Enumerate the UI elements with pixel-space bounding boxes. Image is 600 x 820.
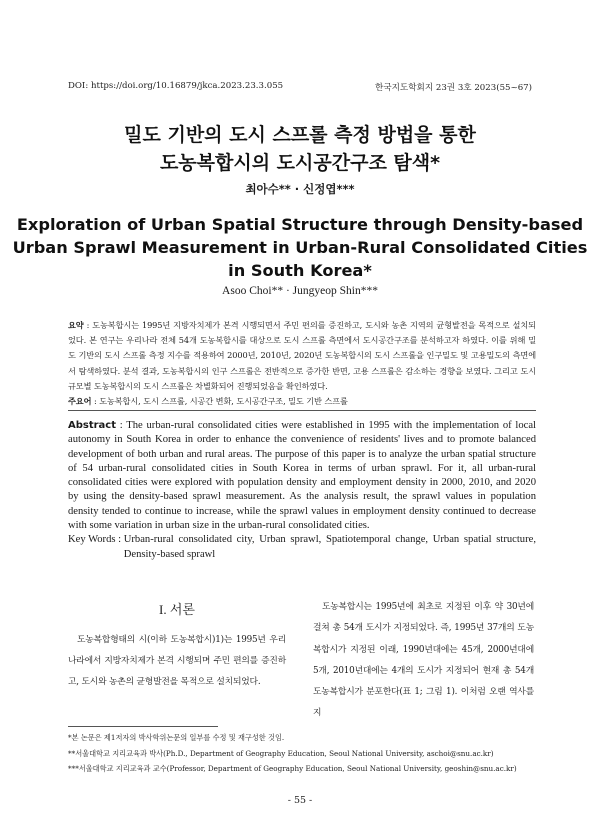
korean-keywords-text: : 도농복합시, 도시 스프롤, 시공간 변화, 도시공간구조, 밀도 기반 스프롤 bbox=[91, 396, 348, 407]
english-title bbox=[0, 213, 600, 282]
body-right-column bbox=[313, 597, 534, 725]
korean-keywords-label: 주요어 bbox=[68, 396, 92, 407]
section-heading-introduction: I. 서론 bbox=[159, 602, 195, 617]
korean-abstract-body bbox=[68, 318, 536, 394]
korean-keywords bbox=[68, 394, 536, 409]
footnote-3: ***서울대학교 지리교육과 교수(Professor, Department of Geography Education, Seoul National University, geoshin@snu.ac.kr) bbox=[68, 764, 517, 773]
english-title-line-1: Exploration of Urban Spatial Structure through Density-based bbox=[16, 215, 584, 234]
korean-authors: 최아수** · 신정엽*** bbox=[245, 182, 355, 196]
english-title-line-2: Urban Sprawl Measurement in Urban-Rural Consolidated Cities bbox=[12, 238, 588, 257]
english-keywords-text: Urban-rural consolidated city, Urban sprawl, Spatiotemporal change, Urban spatial structure, Density-based sprawl bbox=[123, 534, 536, 560]
footnote-2: **서울대학교 지리교육과 박사(Ph.D., Department of Geography Education, Seoul National University, aschoi@snu.ac.kr) bbox=[68, 748, 494, 758]
korean-abstract-text: : 도농복합시는 1995년 지방자치제가 본격 시행되면서 주민 편의를 증진하고, 도시와 농촌 지역의 균형발전을 목적으로 설치되었다. 본 연구는 우리나라 전체 54개 도농복합시를 대상으로 도시 스프롤 측면에서 도시공간구조를 분석하고자 하였다. 이를 위해 밀도 기반의 도시 스프롤 측정 지수를 적용하여 2000년, 2010년, 2020년 도농복합시의 도시 스프롤을 인구밀도 및 고용밀도의 측면에서 탐색하였다. 분석 결과, 도농복합시의 인구 스프롤은 전반적으로 증가한 반면, 고용 스프롤은 감소하는 경향을 보였다. 그리고 도시 규모별 도농복합시의 도시 스프롤은 차별화되어 진행되었음을 확인하였다. bbox=[68, 320, 536, 391]
english-keywords bbox=[68, 533, 536, 562]
english-abstract bbox=[68, 419, 536, 562]
abstract-divider bbox=[68, 410, 536, 411]
body-left-column bbox=[68, 597, 286, 693]
english-keywords-label: Key Words : bbox=[68, 534, 124, 546]
body-paragraph-left: 도농복합형태의 시(이하 도농복합시)1)는 1995년 우리나라에서 지방자치제가 본격 시행되며 주민 편의를 증진하고, 도시와 농촌의 균형발전을 목적으로 설치되었다. bbox=[68, 635, 286, 687]
page-number: - 55 - bbox=[287, 795, 313, 806]
korean-title-line-2: 도농복합시의 도시공간구조 탐색* bbox=[159, 152, 441, 174]
english-title-line-3: in South Korea* bbox=[228, 261, 372, 280]
journal-citation: 한국지도학회지 23권 3호 2023(55~67) bbox=[375, 83, 532, 93]
footnotes bbox=[68, 726, 538, 777]
running-header bbox=[68, 81, 532, 93]
english-abstract-body bbox=[68, 419, 536, 533]
english-authors: Asoo Choi** · Jungyeop Shin*** bbox=[222, 285, 378, 297]
english-abstract-label: Abstract bbox=[68, 420, 117, 431]
korean-title bbox=[0, 121, 600, 177]
korean-title-line-1: 밀도 기반의 도시 스프롤 측정 방법을 통한 bbox=[124, 124, 476, 146]
english-abstract-text: : The urban-rural consolidated cities were established in 1995 with the implementation of local autonomy in South Korea in order to enhance the convenience of residents' lives and to promote balanced development of both urban and rural areas. The purpose of this paper is to analyze the urban spatial structure of 54 urban-rural consolidated cities in South Korea in terms of urban sprawl. For it, all urban-rural consolidated cities were explored with population density and employment density in 2000, 2010, and 2020 by using the density-based sprawl measurement. As the analysis result, the sprawl values in population density tended to continue to increase, while the sprawl values in employment density continued to decrease with some variation in urban size in the urban-rural consolidated cities. bbox=[68, 420, 536, 532]
korean-abstract bbox=[68, 318, 536, 409]
body-paragraph-right: 도농복합시는 1995년에 최초로 지정된 이후 약 30년에 걸쳐 총 54개 도시가 지정되었다. 즉, 1995년 37개의 도농복합시가 지정된 이래, 1990년대에는 45개, 2000년대에 5개, 2010년대에는 4개의 도시가 지정되어 현재 총 54개 도농복합시가 분포한다(표 1; 그림 1). 이처럼 오랜 역사를 지 bbox=[313, 602, 534, 719]
korean-abstract-label: 요약 bbox=[68, 320, 84, 330]
footnote-rule bbox=[68, 726, 218, 727]
doi-text: DOI: https://doi.org/10.16879/jkca.2023.23.3.055 bbox=[68, 81, 284, 91]
footnote-1: *본 논문은 제1저자의 박사학위논문의 일부를 수정 및 재구성한 것임. bbox=[68, 733, 285, 742]
